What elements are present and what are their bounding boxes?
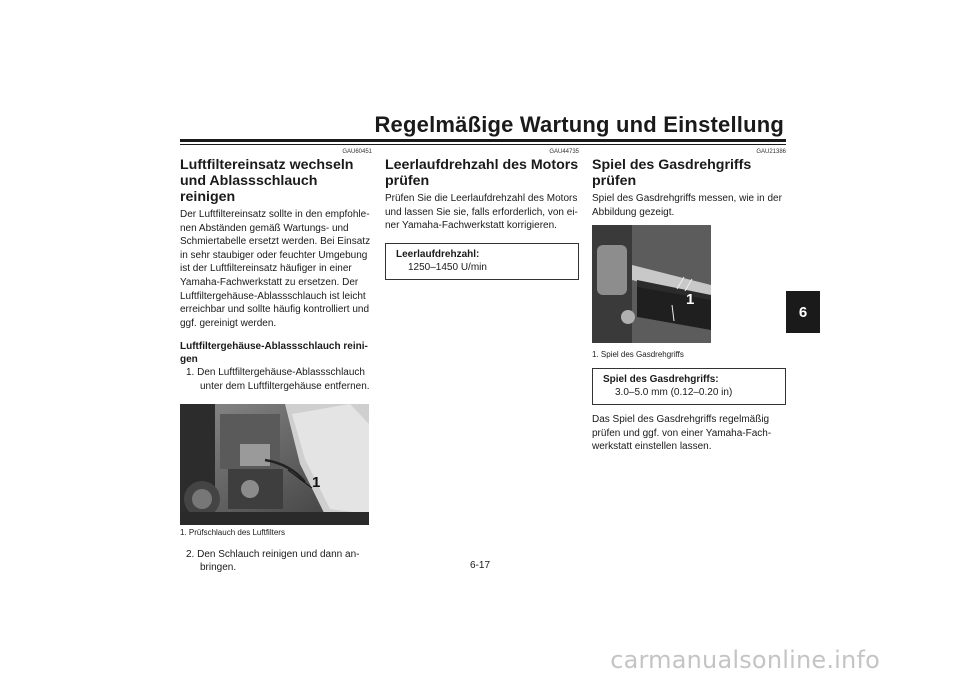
spec-value: 1250–1450 U/min: [408, 261, 487, 273]
subheading: Luftfiltergehäuse-Ablassschlauch reini-gen: [180, 341, 368, 366]
chapter-tab[interactable]: 6: [786, 291, 820, 333]
spec-title: Spiel des Gasdrehgriffs:: [603, 374, 719, 386]
section-body: Spiel des Gasdrehgriffs messen, wie in der Abbildung gezeigt.: [592, 193, 782, 218]
spec-box-idle-speed: [385, 243, 579, 280]
figure-caption: 1. Prüfschlauch des Luftfilters: [180, 527, 285, 537]
figure-callout-number: 1: [312, 473, 321, 491]
column-throttle-grip: [592, 148, 786, 454]
air-filter-photo: [180, 404, 369, 525]
step-2: 2. Den Schlauch reinigen und dann an-bringen.: [186, 548, 360, 574]
watermark: carmanualsonline.info: [610, 646, 880, 674]
page-title: Regelmäßige Wartung und Einstellung: [374, 112, 784, 137]
header-rule-thin: [180, 144, 786, 145]
spec-title: Leerlaufdrehzahl:: [396, 248, 480, 260]
section-body-2: Das Spiel des Gasdrehgriffs regelmäßig prüfen und ggf. von einer Yamaha-Fach-werkstatt einstellen lassen.: [592, 414, 772, 453]
figure-throttle-grip: [592, 225, 711, 343]
section-heading: Luftfiltereinsatz wechseln und Ablassschlauch reinigen: [180, 157, 354, 205]
section-code: GAU60451: [342, 149, 372, 155]
step-1: 1. Den Luftfiltergehäuse-Ablassschlauch unter dem Luftfiltergehäuse entfernen.: [186, 367, 370, 392]
spec-box-throttle-play: [592, 368, 786, 405]
section-code: GAU21386: [756, 149, 786, 155]
section-code: GAU44735: [549, 149, 579, 155]
page-number: 6-17: [469, 560, 490, 571]
header-rule: [180, 139, 786, 142]
figure-air-filter-hose: [180, 404, 369, 525]
section-heading: Leerlaufdrehzahl des Motors prüfen: [385, 157, 579, 189]
throttle-grip-photo: [592, 225, 711, 343]
column-air-filter: [180, 148, 372, 575]
figure-caption: 1. Spiel des Gasdrehgriffs: [592, 350, 684, 360]
section-body: Der Luftfiltereinsatz sollte in den empfohle-nen Abständen gemäß Wartungs- und Schmiertabelle ersetzt werden. Bei Einsatz in sehr staubiger oder feuchter Umgebung ist der Luftfiltereinsatz häufiger in einer Yamaha-Fachwerkstatt zu ersetzen. Der Luftfiltergehäuse-Ablassschlauch ist leicht erreichbar und sollte häufig kontrolliert und ggf. gereinigt werden.: [180, 209, 371, 329]
spec-value: 3.0–5.0 mm (0.12–0.20 in): [615, 387, 733, 399]
figure-callout-number: 1: [686, 291, 695, 309]
section-body: Prüfen Sie die Leerlaufdrehzahl des Motors und lassen Sie sie, falls erforderlich, von ei-ner Yamaha-Fachwerkstatt korrigieren.: [385, 193, 578, 232]
section-heading: Spiel des Gasdrehgriffs prüfen: [592, 157, 752, 189]
column-idle-speed: [385, 148, 579, 280]
